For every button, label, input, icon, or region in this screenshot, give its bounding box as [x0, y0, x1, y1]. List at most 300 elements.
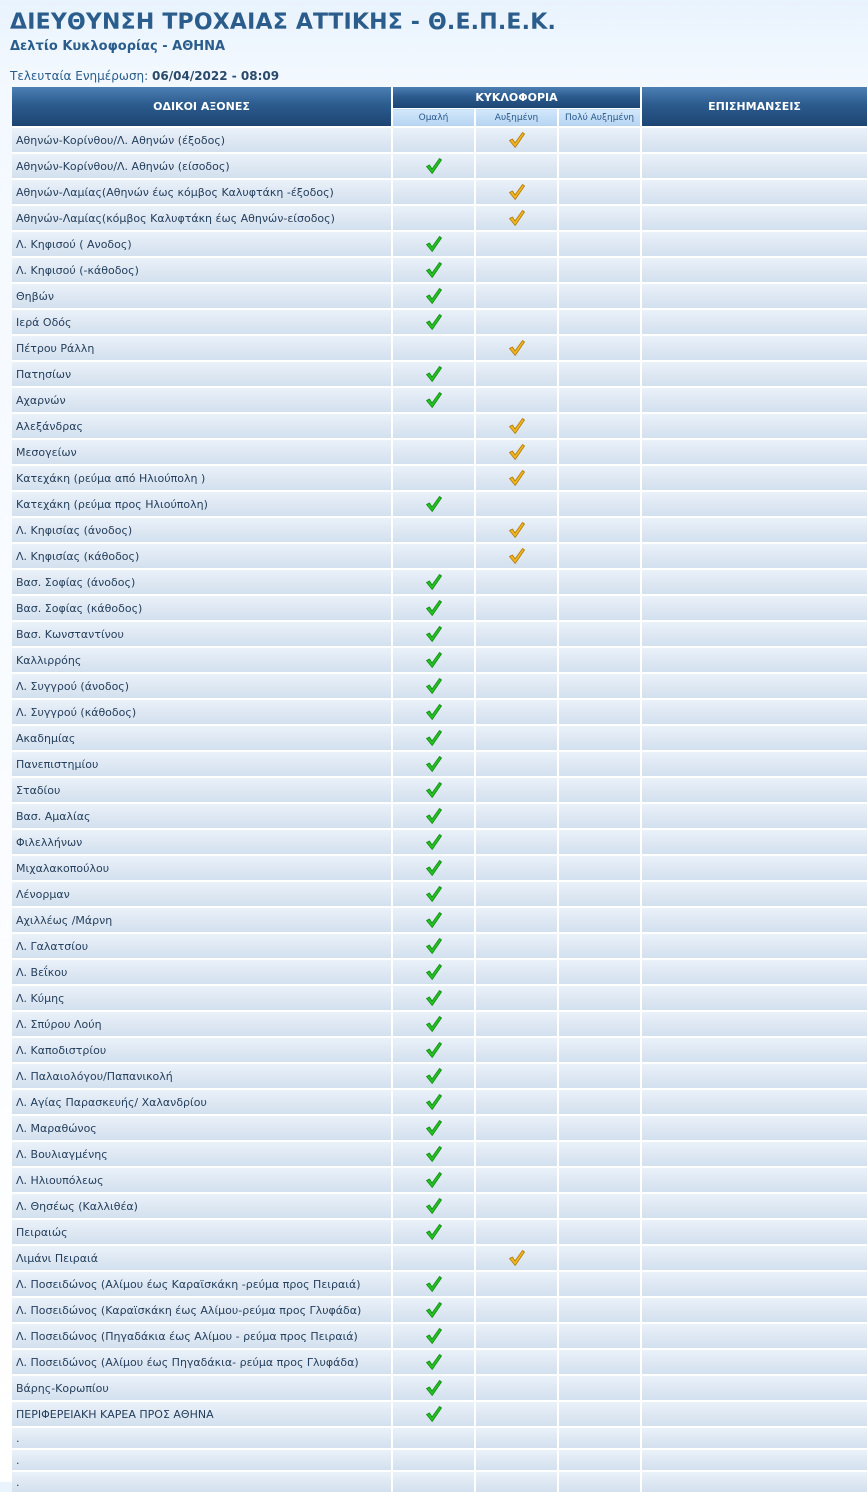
status-cell-normal [392, 1167, 475, 1193]
table-row [12, 803, 868, 829]
status-cell-increased [475, 1449, 558, 1471]
last-update [10, 69, 279, 83]
status-cell-increased [475, 439, 558, 465]
status-cell-normal [392, 569, 475, 595]
notes-cell [641, 543, 868, 569]
notes-cell [641, 829, 868, 855]
table-row [12, 205, 868, 231]
notes-cell [641, 1167, 868, 1193]
road-name: Λ. Σπύρου Λούη [12, 1011, 392, 1037]
status-cell-normal [392, 881, 475, 907]
road-name: Θηβών [12, 283, 392, 309]
notes-cell [641, 569, 868, 595]
road-name: Λ. Ποσειδώνος (Αλίμου έως Καραϊσκάκη -ρεύμα προς Πειραιά) [12, 1271, 392, 1297]
road-name: Μιχαλακοπούλου [12, 855, 392, 881]
notes-cell [641, 205, 868, 231]
road-name: Βασ. Κωνσταντίνου [12, 621, 392, 647]
notes-cell [641, 257, 868, 283]
last-update-label: Τελευταία Ενημέρωση: [10, 69, 149, 83]
road-name: Βασ. Σοφίας (άνοδος) [12, 569, 392, 595]
notes-cell [641, 309, 868, 335]
status-cell-increased [475, 1245, 558, 1271]
status-cell-increased [475, 1427, 558, 1449]
check-icon [425, 937, 443, 955]
page-subtitle: Δελτίο Κυκλοφορίας - ΑΘΗΝΑ [10, 39, 226, 54]
status-cell-increased [475, 1089, 558, 1115]
check-icon [508, 183, 526, 201]
table-row [12, 517, 868, 543]
status-cell-increased [475, 829, 558, 855]
status-cell-very-increased [558, 1037, 641, 1063]
status-cell-very-increased [558, 1401, 641, 1427]
road-name: Λ. Βουλιαγμένης [12, 1141, 392, 1167]
status-cell-normal [392, 1449, 475, 1471]
check-icon [425, 729, 443, 747]
status-cell-increased [475, 725, 558, 751]
status-cell-very-increased [558, 621, 641, 647]
traffic-table [12, 87, 868, 1492]
road-name: Λ. Κηφισίας (κάθοδος) [12, 543, 392, 569]
status-cell-increased [475, 309, 558, 335]
table-row [12, 153, 868, 179]
notes-cell [641, 881, 868, 907]
status-cell-normal [392, 1375, 475, 1401]
status-cell-normal [392, 933, 475, 959]
status-cell-increased [475, 569, 558, 595]
notes-cell [641, 985, 868, 1011]
notes-cell [641, 387, 868, 413]
table-row [12, 959, 868, 985]
status-cell-very-increased [558, 1323, 641, 1349]
table-row [12, 413, 868, 439]
status-cell-very-increased [558, 569, 641, 595]
status-cell-increased [475, 1271, 558, 1297]
notes-cell [641, 699, 868, 725]
road-name: Πειραιώς [12, 1219, 392, 1245]
road-name: Λ. Γαλατσίου [12, 933, 392, 959]
subheader-increased: Αυξημένη [475, 109, 558, 128]
notes-cell [641, 621, 868, 647]
road-name: Λ. Συγγρού (άνοδος) [12, 673, 392, 699]
road-name: Κατεχάκη (ρεύμα από Ηλιούπολη ) [12, 465, 392, 491]
status-cell-increased [475, 1323, 558, 1349]
check-icon [425, 885, 443, 903]
table-row [12, 699, 868, 725]
road-name: Κατεχάκη (ρεύμα προς Ηλιούπολη) [12, 491, 392, 517]
status-cell-very-increased [558, 933, 641, 959]
check-icon [508, 443, 526, 461]
road-name: Πέτρου Ράλλη [12, 335, 392, 361]
check-icon [508, 209, 526, 227]
status-cell-very-increased [558, 1271, 641, 1297]
check-icon [425, 625, 443, 643]
check-icon [425, 807, 443, 825]
road-name: Αθηνών-Κορίνθου/Λ. Αθηνών (είσοδος) [12, 153, 392, 179]
notes-cell [641, 673, 868, 699]
check-icon [425, 1301, 443, 1319]
notes-cell [641, 1037, 868, 1063]
status-cell-increased [475, 673, 558, 699]
status-cell-increased [475, 205, 558, 231]
status-cell-normal [392, 153, 475, 179]
status-cell-normal [392, 465, 475, 491]
notes-cell [641, 439, 868, 465]
status-cell-increased [475, 1375, 558, 1401]
status-cell-increased [475, 1297, 558, 1323]
check-icon [425, 287, 443, 305]
status-cell-normal [392, 1219, 475, 1245]
check-icon [425, 963, 443, 981]
status-cell-increased [475, 1349, 558, 1375]
status-cell-very-increased [558, 465, 641, 491]
status-cell-very-increased [558, 1063, 641, 1089]
status-cell-very-increased [558, 231, 641, 257]
status-cell-increased [475, 855, 558, 881]
status-cell-very-increased [558, 517, 641, 543]
status-cell-very-increased [558, 725, 641, 751]
check-icon [425, 365, 443, 383]
status-cell-normal [392, 1141, 475, 1167]
check-icon [508, 131, 526, 149]
notes-cell [641, 153, 868, 179]
notes-cell [641, 1141, 868, 1167]
status-cell-increased [475, 881, 558, 907]
notes-cell [641, 361, 868, 387]
status-cell-increased [475, 153, 558, 179]
check-icon [425, 235, 443, 253]
status-cell-very-increased [558, 283, 641, 309]
check-icon [425, 1327, 443, 1345]
check-icon [425, 1067, 443, 1085]
notes-cell [641, 907, 868, 933]
status-cell-very-increased [558, 881, 641, 907]
status-cell-very-increased [558, 1089, 641, 1115]
check-icon [425, 859, 443, 877]
table-row [12, 881, 868, 907]
status-cell-very-increased [558, 1141, 641, 1167]
table-row [12, 725, 868, 751]
check-icon [508, 469, 526, 487]
table-row [12, 1297, 868, 1323]
table-row [12, 985, 868, 1011]
table-row [12, 855, 868, 881]
status-cell-normal [392, 439, 475, 465]
check-icon [425, 703, 443, 721]
road-name: Αθηνών-Λαμίας(κόμβος Καλυφτάκη έως Αθηνών-είσοδος) [12, 205, 392, 231]
table-row [12, 933, 868, 959]
status-cell-very-increased [558, 335, 641, 361]
status-cell-increased [475, 231, 558, 257]
notes-cell [641, 1427, 868, 1449]
road-name: Αθηνών-Κορίνθου/Λ. Αθηνών (έξοδος) [12, 127, 392, 153]
road-name: Πανεπιστημίου [12, 751, 392, 777]
check-icon [425, 911, 443, 929]
table-row [12, 1193, 868, 1219]
status-cell-increased [475, 1115, 558, 1141]
status-cell-very-increased [558, 543, 641, 569]
check-icon [425, 755, 443, 773]
table-row [12, 1037, 868, 1063]
check-icon [425, 1041, 443, 1059]
road-name: Αχαρνών [12, 387, 392, 413]
status-cell-increased [475, 1193, 558, 1219]
status-cell-increased [475, 1037, 558, 1063]
status-cell-increased [475, 361, 558, 387]
status-cell-normal [392, 309, 475, 335]
check-icon [425, 573, 443, 591]
notes-cell [641, 1193, 868, 1219]
status-cell-very-increased [558, 777, 641, 803]
status-cell-increased [475, 1141, 558, 1167]
status-cell-normal [392, 1401, 475, 1427]
status-cell-very-increased [558, 1167, 641, 1193]
status-cell-very-increased [558, 985, 641, 1011]
road-name: . [12, 1471, 392, 1492]
status-cell-very-increased [558, 127, 641, 153]
table-row [12, 439, 868, 465]
table-row [12, 231, 868, 257]
notes-cell [641, 413, 868, 439]
table-row [12, 1167, 868, 1193]
table-row [12, 127, 868, 153]
status-cell-very-increased [558, 1449, 641, 1471]
status-cell-increased [475, 1063, 558, 1089]
table-row [12, 335, 868, 361]
column-header-notes: ΕΠΙΣΗΜΑΝΣΕΙΣ [641, 87, 868, 127]
status-cell-normal [392, 1193, 475, 1219]
status-cell-very-increased [558, 309, 641, 335]
status-cell-very-increased [558, 647, 641, 673]
notes-cell [641, 855, 868, 881]
road-name: Ιερά Οδός [12, 309, 392, 335]
road-name: Λ. Κηφισίας (άνοδος) [12, 517, 392, 543]
check-icon [425, 261, 443, 279]
status-cell-normal [392, 179, 475, 205]
road-name: Λ. Κηφισού ( Ανοδος) [12, 231, 392, 257]
status-cell-normal [392, 829, 475, 855]
status-cell-very-increased [558, 413, 641, 439]
notes-cell [641, 1089, 868, 1115]
road-name: Λιμάνι Πειραιά [12, 1245, 392, 1271]
status-cell-increased [475, 803, 558, 829]
notes-cell [641, 179, 868, 205]
page-title: ΔΙΕΥΘΥΝΣΗ ΤΡΟΧΑΙΑΣ ΑΤΤΙΚΗΣ - Θ.Ε.Π.Ε.Κ. [10, 10, 557, 35]
status-cell-very-increased [558, 1219, 641, 1245]
status-cell-normal [392, 1323, 475, 1349]
status-cell-very-increased [558, 751, 641, 777]
table-row [12, 387, 868, 413]
last-update-value: 06/04/2022 - 08:09 [152, 69, 280, 83]
road-name: Μεσογείων [12, 439, 392, 465]
road-name: Αθηνών-Λαμίας(Αθηνών έως κόμβος Καλυφτάκη -έξοδος) [12, 179, 392, 205]
table-row [12, 283, 868, 309]
table-row [12, 673, 868, 699]
status-cell-very-increased [558, 855, 641, 881]
status-cell-normal [392, 959, 475, 985]
status-cell-very-increased [558, 699, 641, 725]
status-cell-very-increased [558, 1349, 641, 1375]
table-row [12, 1141, 868, 1167]
table-row [12, 1271, 868, 1297]
status-cell-normal [392, 1089, 475, 1115]
notes-cell [641, 595, 868, 621]
notes-cell [641, 335, 868, 361]
check-icon [425, 1145, 443, 1163]
status-cell-very-increased [558, 439, 641, 465]
road-name: Αλεξάνδρας [12, 413, 392, 439]
notes-cell [641, 933, 868, 959]
status-cell-very-increased [558, 1375, 641, 1401]
status-cell-increased [475, 985, 558, 1011]
status-cell-normal [392, 1271, 475, 1297]
notes-cell [641, 1323, 868, 1349]
status-cell-increased [475, 283, 558, 309]
status-cell-increased [475, 777, 558, 803]
status-cell-normal [392, 1011, 475, 1037]
status-cell-normal [392, 985, 475, 1011]
table-row [12, 179, 868, 205]
notes-cell [641, 803, 868, 829]
subheader-very-increased: Πολύ Αυξημένη [558, 109, 641, 128]
notes-cell [641, 1063, 868, 1089]
check-icon [425, 1353, 443, 1371]
status-cell-increased [475, 647, 558, 673]
road-name: . [12, 1427, 392, 1449]
status-cell-normal [392, 1427, 475, 1449]
status-cell-increased [475, 465, 558, 491]
check-icon [425, 989, 443, 1007]
status-cell-very-increased [558, 1011, 641, 1037]
road-name: Λ. Κύμης [12, 985, 392, 1011]
road-name: ΠΕΡΙΦΕΡΕΙΑΚΗ ΚΑΡΕΑ ΠΡΟΣ ΑΘΗΝΑ [12, 1401, 392, 1427]
road-name: Λένορμαν [12, 881, 392, 907]
table-row [12, 777, 868, 803]
table-row [12, 829, 868, 855]
notes-cell [641, 231, 868, 257]
status-cell-increased [475, 933, 558, 959]
road-name: Αχιλλέως /Μάρνη [12, 907, 392, 933]
road-name: Βασ. Αμαλίας [12, 803, 392, 829]
check-icon [425, 313, 443, 331]
status-cell-normal [392, 335, 475, 361]
status-cell-normal [392, 803, 475, 829]
table-row [12, 1401, 868, 1427]
check-icon [508, 417, 526, 435]
notes-cell [641, 1349, 868, 1375]
notes-cell [641, 1297, 868, 1323]
road-name: Λ. Μαραθώνος [12, 1115, 392, 1141]
status-cell-normal [392, 595, 475, 621]
check-icon [508, 1249, 526, 1267]
table-row [12, 1449, 868, 1471]
status-cell-very-increased [558, 673, 641, 699]
notes-cell [641, 751, 868, 777]
road-name: Πατησίων [12, 361, 392, 387]
table-row [12, 569, 868, 595]
notes-cell [641, 283, 868, 309]
status-cell-increased [475, 413, 558, 439]
status-cell-normal [392, 1115, 475, 1141]
status-cell-very-increased [558, 1193, 641, 1219]
status-cell-increased [475, 517, 558, 543]
check-icon [508, 521, 526, 539]
status-cell-increased [475, 959, 558, 985]
status-cell-normal [392, 517, 475, 543]
notes-cell [641, 517, 868, 543]
status-cell-very-increased [558, 1297, 641, 1323]
status-cell-normal [392, 621, 475, 647]
table-row [12, 1427, 868, 1449]
traffic-rows [12, 127, 868, 1492]
check-icon [425, 833, 443, 851]
table-row [12, 309, 868, 335]
status-cell-very-increased [558, 257, 641, 283]
check-icon [425, 1223, 443, 1241]
notes-cell [641, 1271, 868, 1297]
status-cell-normal [392, 543, 475, 569]
status-cell-normal [392, 1063, 475, 1089]
status-cell-increased [475, 595, 558, 621]
status-cell-normal [392, 491, 475, 517]
table-row [12, 647, 868, 673]
check-icon [425, 1119, 443, 1137]
status-cell-normal [392, 361, 475, 387]
status-cell-very-increased [558, 803, 641, 829]
table-row [12, 257, 868, 283]
table-row [12, 1219, 868, 1245]
column-header-roads: ΟΔΙΚΟΙ ΑΞΟΝΕΣ [12, 87, 392, 127]
notes-cell [641, 1115, 868, 1141]
table-row [12, 1323, 868, 1349]
road-name: Βασ. Σοφίας (κάθοδος) [12, 595, 392, 621]
road-name: Σταδίου [12, 777, 392, 803]
status-cell-normal [392, 673, 475, 699]
check-icon [425, 1093, 443, 1111]
status-cell-increased [475, 491, 558, 517]
status-cell-very-increased [558, 959, 641, 985]
status-cell-increased [475, 1401, 558, 1427]
table-row [12, 361, 868, 387]
notes-cell [641, 725, 868, 751]
status-cell-normal [392, 907, 475, 933]
status-cell-increased [475, 621, 558, 647]
notes-cell [641, 959, 868, 985]
table-row [12, 465, 868, 491]
notes-cell [641, 127, 868, 153]
table-row [12, 907, 868, 933]
check-icon [425, 495, 443, 513]
status-cell-normal [392, 699, 475, 725]
table-row [12, 1375, 868, 1401]
status-cell-normal [392, 725, 475, 751]
table-row [12, 1011, 868, 1037]
road-name: Φιλελλήνων [12, 829, 392, 855]
road-name: Λ. Κηφισού (-κάθοδος) [12, 257, 392, 283]
road-name: Λ. Θησέως (Καλλιθέα) [12, 1193, 392, 1219]
status-cell-increased [475, 1219, 558, 1245]
status-cell-very-increased [558, 361, 641, 387]
status-cell-normal [392, 1245, 475, 1271]
table-row [12, 595, 868, 621]
notes-cell [641, 647, 868, 673]
table-row [12, 491, 868, 517]
status-cell-very-increased [558, 1115, 641, 1141]
status-cell-increased [475, 179, 558, 205]
notes-cell [641, 1011, 868, 1037]
notes-cell [641, 1401, 868, 1427]
status-cell-increased [475, 699, 558, 725]
road-name: Λ. Καποδιστρίου [12, 1037, 392, 1063]
